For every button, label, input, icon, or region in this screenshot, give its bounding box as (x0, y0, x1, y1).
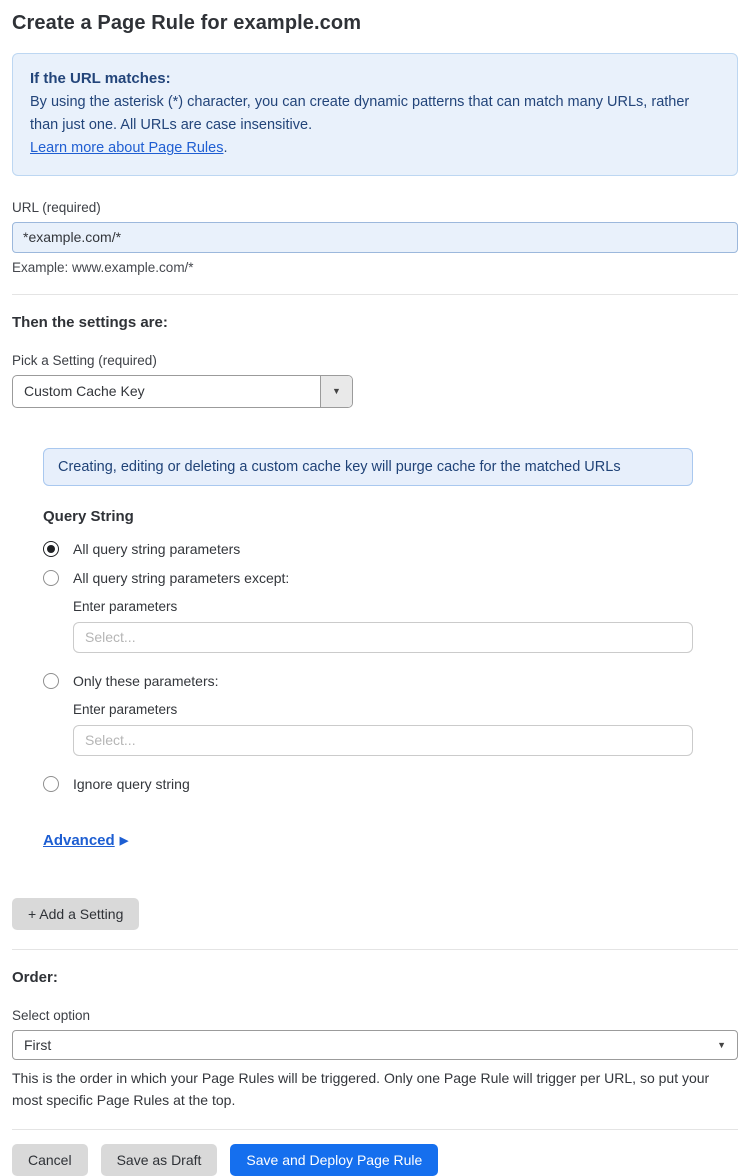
link-period: . (223, 140, 228, 157)
url-field-label: URL (required) (12, 199, 101, 215)
query-string-heading: Query String (43, 507, 134, 525)
query-string-section (43, 508, 738, 850)
radio-all-query-params[interactable] (43, 541, 738, 557)
radio-label[interactable]: All query string parameters (73, 540, 241, 557)
chevron-down-icon: ▼ (717, 1039, 726, 1050)
order-section-heading: Order: (12, 968, 58, 986)
only-params-sub-block (73, 702, 738, 756)
setting-dropdown-value: Custom Cache Key (24, 383, 145, 400)
order-dropdown-value: First (24, 1036, 52, 1053)
info-box-link-row (30, 137, 720, 160)
radio-ignore-query-string[interactable] (43, 776, 738, 792)
enter-parameters-label: Enter parameters (73, 598, 178, 614)
advanced-link-label: Advanced (43, 831, 115, 849)
pick-setting-label: Pick a Setting (required) (12, 352, 157, 368)
setting-dropdown[interactable] (12, 375, 353, 408)
save-as-draft-button[interactable]: Save as Draft (101, 1144, 218, 1176)
radio-button-icon[interactable] (43, 776, 59, 792)
chevron-down-icon: ▼ (332, 386, 341, 397)
settings-section-heading: Then the settings are: (12, 313, 168, 331)
save-and-deploy-button[interactable]: Save and Deploy Page Rule (230, 1144, 438, 1176)
page-title: Create a Page Rule for example.com (12, 12, 362, 34)
url-example-helper: Example: www.example.com/* (12, 259, 194, 275)
url-input[interactable] (12, 222, 738, 253)
divider (12, 949, 738, 950)
add-setting-button[interactable]: + Add a Setting (12, 898, 139, 930)
radio-label[interactable]: All query string parameters except: (73, 569, 290, 586)
radio-button-icon[interactable] (43, 570, 59, 586)
radio-all-params-except[interactable] (43, 570, 738, 586)
divider (12, 294, 738, 295)
advanced-toggle-link[interactable] (43, 832, 128, 849)
radio-only-these-params[interactable] (43, 673, 738, 689)
radio-button-icon[interactable] (43, 541, 59, 557)
order-select-label: Select option (12, 1007, 91, 1023)
learn-more-link[interactable]: Learn more about Page Rules (30, 140, 224, 157)
footer-action-bar (12, 1144, 738, 1176)
info-box-body: By using the asterisk (*) character, you can create dynamic patterns that can match many URLs, rather than just one. All URLs are case insensitive. (30, 94, 690, 134)
radio-button-icon[interactable] (43, 673, 59, 689)
radio-label[interactable]: Only these parameters: (73, 672, 219, 689)
except-params-sub-block (73, 599, 738, 653)
order-dropdown[interactable] (12, 1030, 738, 1060)
except-parameters-input[interactable] (73, 622, 693, 653)
order-helper-text: This is the order in which your Page Rules will be triggered. Only one Page Rule will trigger per URL, so put your most specific Page Rules at the top. (12, 1069, 710, 1108)
cancel-button[interactable]: Cancel (12, 1144, 88, 1176)
cache-key-notice: Creating, editing or deleting a custom cache key will purge cache for the matched URLs (43, 448, 693, 486)
only-parameters-input[interactable] (73, 725, 693, 756)
chevron-right-icon: ▶ (119, 834, 129, 847)
radio-label[interactable]: Ignore query string (73, 775, 190, 792)
enter-parameters-label: Enter parameters (73, 701, 178, 717)
info-box-heading: If the URL matches: (30, 70, 171, 87)
url-match-info-box (12, 53, 738, 176)
dropdown-caret-button[interactable] (320, 376, 352, 407)
